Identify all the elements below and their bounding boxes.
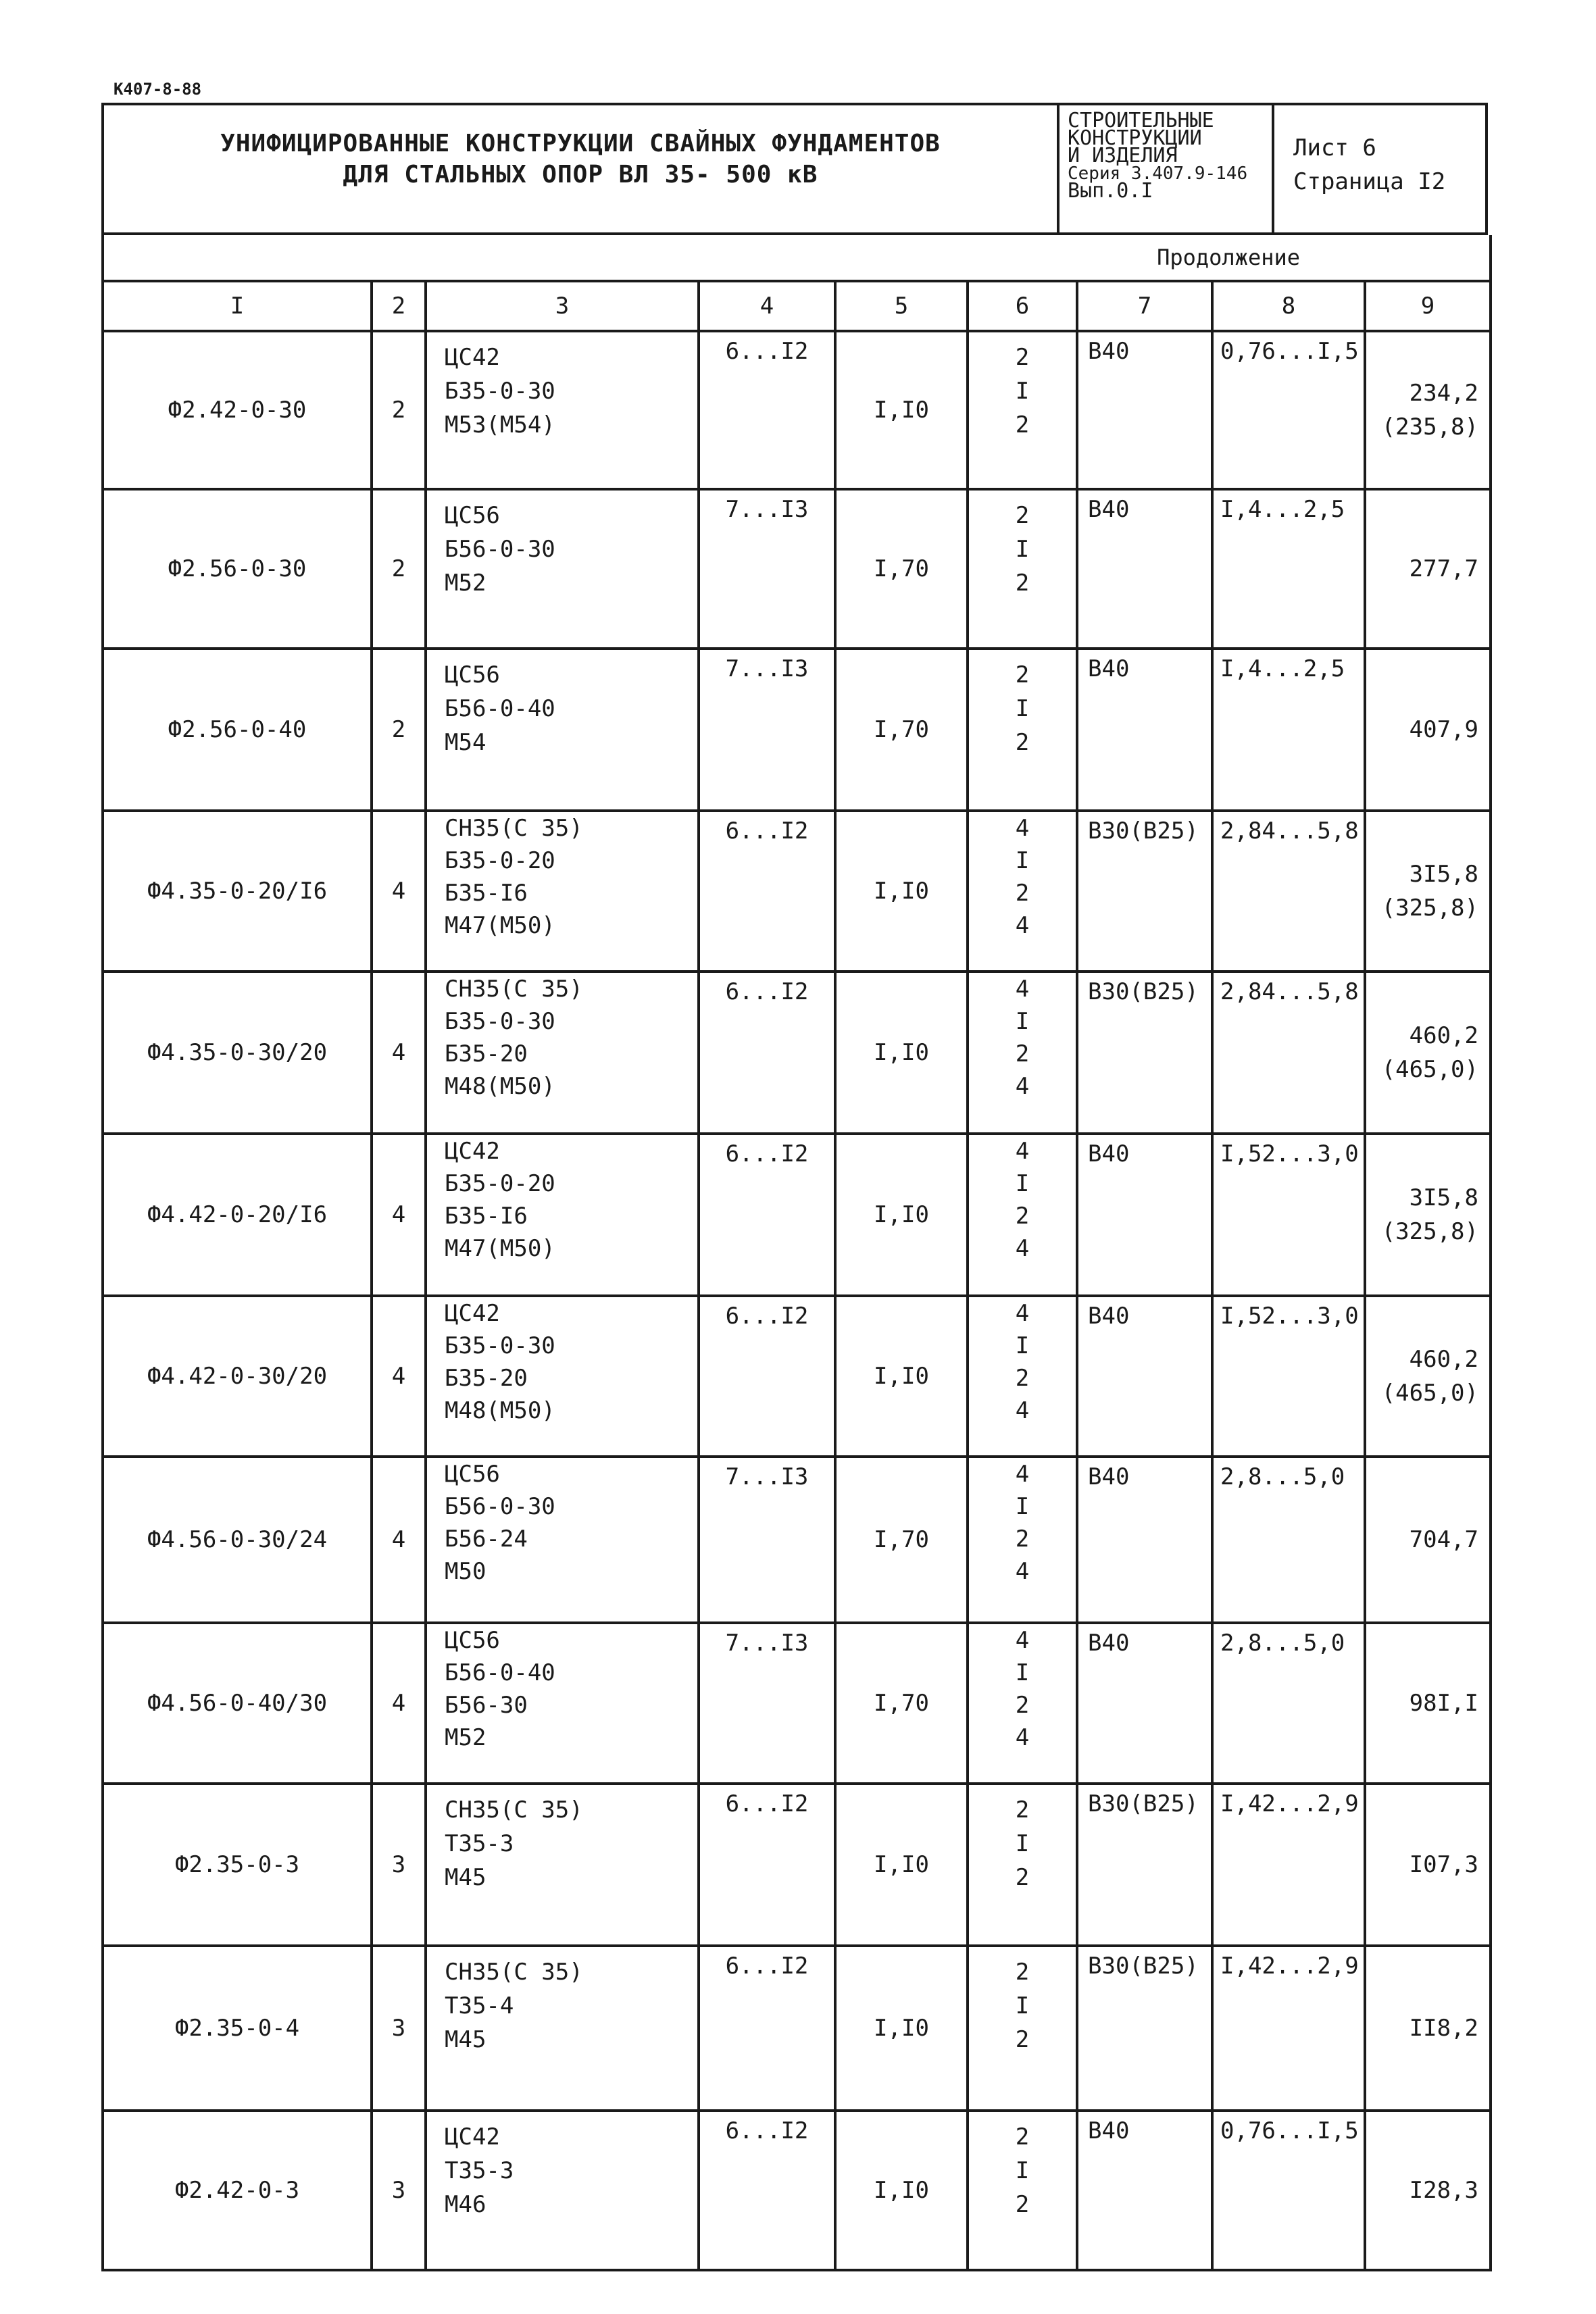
- component-item: ЦС42: [445, 344, 500, 371]
- quantity-item: 2: [1015, 1692, 1030, 1719]
- load-range: I,52...3,0: [1212, 1134, 1365, 1296]
- quantity-item: 2: [1015, 1526, 1030, 1553]
- column-header-3: 3: [426, 281, 699, 331]
- document-code: К407-8-88: [114, 80, 202, 99]
- range-value: 7...I3: [699, 1457, 835, 1623]
- quantity-cell: [968, 1623, 1077, 1784]
- table-row: [103, 972, 1491, 1134]
- quantity-item: 4: [1015, 976, 1030, 1003]
- element-count: 4: [372, 1134, 426, 1296]
- continuation-label: Продолжение: [103, 235, 1491, 281]
- length-value: I,I0: [835, 1134, 968, 1296]
- mass-cell: [1365, 1946, 1491, 2111]
- quantity-item: 2: [1015, 1959, 1030, 1986]
- quantity-cell: [968, 649, 1077, 811]
- component-item: ЦС56: [445, 502, 500, 529]
- component-item: СН35(С 35): [445, 976, 583, 1003]
- concrete-class: В30(В25): [1077, 1784, 1212, 1946]
- mass-value: 460,2: [1409, 1346, 1478, 1373]
- element-count: 3: [372, 1946, 426, 2111]
- mass-cell: [1365, 489, 1491, 649]
- load-range: I,52...3,0: [1212, 1296, 1365, 1457]
- range-value: 7...I3: [699, 649, 835, 811]
- component-item: Б35-20: [445, 1365, 528, 1392]
- range-value: 6...I2: [699, 1134, 835, 1296]
- element-count: 3: [372, 1784, 426, 1946]
- quantity-item: 4: [1015, 1073, 1030, 1100]
- foundation-mark: Ф2.42-0-30: [103, 331, 372, 489]
- element-count: 3: [372, 2111, 426, 2270]
- quantity-item: I: [1015, 2157, 1030, 2184]
- component-item: СН35(С 35): [445, 1959, 583, 1986]
- components-cell: [426, 1784, 699, 1946]
- series-line-3: И ИЗДЕЛИЯ: [1068, 144, 1178, 168]
- load-range: I,42...2,9: [1212, 1784, 1365, 1946]
- element-count: 4: [372, 972, 426, 1134]
- component-item: ЦС42: [445, 2123, 500, 2150]
- mass-value: 407,9: [1409, 716, 1478, 743]
- mass-cell: [1365, 1296, 1491, 1457]
- component-item: ЦС42: [445, 1138, 500, 1165]
- length-value: I,I0: [835, 2111, 968, 2270]
- component-item: Б56-0-30: [445, 536, 555, 563]
- length-value: I,I0: [835, 1784, 968, 1946]
- element-count: 2: [372, 489, 426, 649]
- quantity-item: 2: [1015, 502, 1030, 529]
- series-number: Серия 3.407.9-146: [1068, 164, 1248, 184]
- mass-value: I28,3: [1409, 2177, 1478, 2204]
- quantity-cell: [968, 1457, 1077, 1623]
- component-item: Б35-0-20: [445, 847, 555, 874]
- mass-value: I07,3: [1409, 1851, 1478, 1878]
- table-row: [103, 331, 1491, 489]
- quantity-item: I: [1015, 1493, 1030, 1520]
- components-cell: [426, 331, 699, 489]
- load-range: I,42...2,9: [1212, 1946, 1365, 2111]
- foundation-mark: Ф4.56-0-30/24: [103, 1457, 372, 1623]
- quantity-cell: [968, 1296, 1077, 1457]
- mass-cell: [1365, 649, 1491, 811]
- concrete-class: В30(В25): [1077, 1946, 1212, 2111]
- quantity-cell: [968, 1946, 1077, 2111]
- component-item: Б35-20: [445, 1040, 528, 1067]
- quantity-item: 4: [1015, 1300, 1030, 1327]
- component-item: М45: [445, 1864, 487, 1891]
- table-row: [103, 811, 1491, 972]
- range-value: 6...I2: [699, 972, 835, 1134]
- mass-cell: [1365, 1784, 1491, 1946]
- divider: [1272, 105, 1274, 232]
- series-line-2: КОНСТРУКЦИИ: [1068, 126, 1202, 150]
- component-item: Б35-0-30: [445, 1332, 555, 1359]
- concrete-class: В40: [1077, 331, 1212, 489]
- foundation-table: [101, 235, 1492, 2271]
- range-value: 6...I2: [699, 1296, 835, 1457]
- load-range: 0,76...I,5: [1212, 331, 1365, 489]
- quantity-item: I: [1015, 378, 1030, 405]
- range-value: 6...I2: [699, 1784, 835, 1946]
- series-info: [1068, 109, 1248, 203]
- quantity-item: I: [1015, 695, 1030, 722]
- quantity-item: 2: [1015, 2123, 1030, 2150]
- range-value: 6...I2: [699, 1946, 835, 2111]
- quantity-item: 4: [1015, 815, 1030, 842]
- component-item: Т35-4: [445, 1992, 514, 2019]
- component-item: М47(М50): [445, 912, 555, 939]
- quantity-item: 2: [1015, 2026, 1030, 2053]
- component-item: М52: [445, 1724, 487, 1751]
- quantity-item: I: [1015, 1830, 1030, 1857]
- component-item: ЦС56: [445, 661, 500, 688]
- foundation-mark: Ф4.42-0-20/I6: [103, 1134, 372, 1296]
- mass-value: 277,7: [1409, 555, 1478, 582]
- foundation-mark: Ф4.56-0-40/30: [103, 1623, 372, 1784]
- quantity-cell: [968, 331, 1077, 489]
- table-row: [103, 1946, 1491, 2111]
- components-cell: [426, 1134, 699, 1296]
- component-item: М48(М50): [445, 1073, 555, 1100]
- table-row: [103, 489, 1491, 649]
- column-header-6: 6: [968, 281, 1077, 331]
- mass-value: 98I,I: [1409, 1690, 1478, 1717]
- component-item: ЦС56: [445, 1627, 500, 1654]
- mass-cell: [1365, 2111, 1491, 2270]
- column-header-7: 7: [1077, 281, 1212, 331]
- concrete-class: В30(В25): [1077, 811, 1212, 972]
- column-number-row: [103, 281, 1491, 331]
- component-item: ЦС56: [445, 1461, 500, 1488]
- series-line-1: СТРОИТЕЛЬНЫЕ: [1068, 109, 1214, 132]
- components-cell: [426, 972, 699, 1134]
- foundation-mark: Ф4.35-0-30/20: [103, 972, 372, 1134]
- document-title: [104, 128, 1057, 191]
- column-header-4: 4: [699, 281, 835, 331]
- quantity-item: 2: [1015, 1796, 1030, 1823]
- mass-cell: [1365, 1134, 1491, 1296]
- quantity-cell: [968, 1134, 1077, 1296]
- components-cell: [426, 1296, 699, 1457]
- load-range: I,4...2,5: [1212, 649, 1365, 811]
- concrete-class: В40: [1077, 1457, 1212, 1623]
- concrete-class: В30(В25): [1077, 972, 1212, 1134]
- quantity-item: I: [1015, 1332, 1030, 1359]
- components-cell: [426, 1946, 699, 2111]
- component-item: Б56-24: [445, 1526, 528, 1553]
- mass-cell: [1365, 972, 1491, 1134]
- length-value: I,70: [835, 489, 968, 649]
- quantity-item: 4: [1015, 1461, 1030, 1488]
- quantity-item: 2: [1015, 1864, 1030, 1891]
- quantity-item: I: [1015, 1992, 1030, 2019]
- mass-value: (325,8): [1381, 1218, 1478, 1245]
- title-block: [101, 103, 1488, 235]
- title-line-1: УНИФИЦИРОВАННЫЕ КОНСТРУКЦИИ СВАЙНЫХ ФУНДАМЕНТОВ: [220, 130, 941, 157]
- element-count: 2: [372, 649, 426, 811]
- quantity-cell: [968, 489, 1077, 649]
- quantity-item: 4: [1015, 1724, 1030, 1751]
- quantity-item: 2: [1015, 1365, 1030, 1392]
- column-header-9: 9: [1365, 281, 1491, 331]
- mass-value: (465,0): [1381, 1380, 1478, 1407]
- foundation-mark: Ф2.56-0-40: [103, 649, 372, 811]
- mass-cell: [1365, 1623, 1491, 1784]
- load-range: 0,76...I,5: [1212, 2111, 1365, 2270]
- element-count: 4: [372, 1457, 426, 1623]
- components-cell: [426, 811, 699, 972]
- quantity-item: I: [1015, 1008, 1030, 1035]
- range-value: 6...I2: [699, 811, 835, 972]
- quantity-item: I: [1015, 847, 1030, 874]
- quantity-item: 2: [1015, 570, 1030, 597]
- component-item: СН35(С 35): [445, 815, 583, 842]
- quantity-item: 4: [1015, 1235, 1030, 1262]
- quantity-item: I: [1015, 1659, 1030, 1686]
- components-cell: [426, 1457, 699, 1623]
- length-value: I,I0: [835, 1296, 968, 1457]
- element-count: 2: [372, 331, 426, 489]
- concrete-class: В40: [1077, 649, 1212, 811]
- foundation-mark: Ф2.42-0-3: [103, 2111, 372, 2270]
- quantity-cell: [968, 972, 1077, 1134]
- component-item: Б56-0-40: [445, 695, 555, 722]
- quantity-item: 2: [1015, 1040, 1030, 1067]
- mass-value: (465,0): [1381, 1056, 1478, 1083]
- component-item: Б56-0-30: [445, 1493, 555, 1520]
- component-item: Б35-0-20: [445, 1170, 555, 1197]
- page-number: Страница I2: [1293, 168, 1446, 195]
- load-range: 2,84...5,8: [1212, 972, 1365, 1134]
- sheet-number: Лист 6: [1293, 134, 1376, 161]
- element-count: 4: [372, 1623, 426, 1784]
- component-item: М46: [445, 2191, 487, 2218]
- length-value: I,I0: [835, 972, 968, 1134]
- quantity-item: 4: [1015, 912, 1030, 939]
- mass-cell: [1365, 1457, 1491, 1623]
- table-row: [103, 1296, 1491, 1457]
- foundation-mark: Ф4.35-0-20/I6: [103, 811, 372, 972]
- issue-number: Вып.0.I: [1068, 179, 1153, 203]
- concrete-class: В40: [1077, 1296, 1212, 1457]
- component-item: Б35-I6: [445, 1203, 528, 1230]
- component-item: Б35-0-30: [445, 1008, 555, 1035]
- component-item: Т35-3: [445, 2157, 514, 2184]
- component-item: М45: [445, 2026, 487, 2053]
- component-item: СН35(С 35): [445, 1796, 583, 1823]
- concrete-class: В40: [1077, 1134, 1212, 1296]
- component-item: Б56-0-40: [445, 1659, 555, 1686]
- length-value: I,70: [835, 1623, 968, 1784]
- component-item: Б56-30: [445, 1692, 528, 1719]
- foundation-mark: Ф2.35-0-3: [103, 1784, 372, 1946]
- length-value: I,I0: [835, 811, 968, 972]
- column-header-5: 5: [835, 281, 968, 331]
- quantity-item: I: [1015, 1170, 1030, 1197]
- length-value: I,I0: [835, 1946, 968, 2111]
- quantity-cell: [968, 1784, 1077, 1946]
- quantity-cell: [968, 2111, 1077, 2270]
- mass-value: 3I5,8: [1409, 1184, 1478, 1211]
- table-row: [103, 2111, 1491, 2270]
- range-value: 6...I2: [699, 2111, 835, 2270]
- quantity-item: 2: [1015, 661, 1030, 688]
- concrete-class: В40: [1077, 1623, 1212, 1784]
- quantity-item: 4: [1015, 1138, 1030, 1165]
- component-item: Б35-I6: [445, 880, 528, 907]
- quantity-item: 2: [1015, 1203, 1030, 1230]
- foundation-mark: Ф2.35-0-4: [103, 1946, 372, 2111]
- components-cell: [426, 2111, 699, 2270]
- divider: [1057, 105, 1059, 232]
- load-range: 2,8...5,0: [1212, 1457, 1365, 1623]
- component-item: Т35-3: [445, 1830, 514, 1857]
- table-row: [103, 1457, 1491, 1623]
- mass-value: 3I5,8: [1409, 861, 1478, 888]
- title-line-2: ДЛЯ СТАЛЬНЫХ ОПОР ВЛ 35- 500 кВ: [343, 161, 818, 188]
- length-value: I,I0: [835, 331, 968, 489]
- concrete-class: В40: [1077, 489, 1212, 649]
- mass-cell: [1365, 331, 1491, 489]
- foundation-table-wrapper: [101, 235, 1492, 2271]
- length-value: I,70: [835, 649, 968, 811]
- component-item: М54: [445, 729, 487, 756]
- quantity-item: 2: [1015, 411, 1030, 438]
- components-cell: [426, 1623, 699, 1784]
- column-header-2: 2: [372, 281, 426, 331]
- component-item: М48(М50): [445, 1397, 555, 1424]
- quantity-cell: [968, 811, 1077, 972]
- load-range: 2,84...5,8: [1212, 811, 1365, 972]
- component-item: М47(М50): [445, 1235, 555, 1262]
- length-value: I,70: [835, 1457, 968, 1623]
- component-item: Б35-0-30: [445, 378, 555, 405]
- mass-cell: [1365, 811, 1491, 972]
- quantity-item: I: [1015, 536, 1030, 563]
- mass-value: (235,8): [1381, 413, 1478, 441]
- mass-value: (325,8): [1381, 895, 1478, 922]
- concrete-class: В40: [1077, 2111, 1212, 2270]
- mass-value: 234,2: [1409, 380, 1478, 407]
- mass-value: II8,2: [1409, 2015, 1478, 2042]
- quantity-item: 4: [1015, 1627, 1030, 1654]
- range-value: 6...I2: [699, 331, 835, 489]
- components-cell: [426, 489, 699, 649]
- components-cell: [426, 649, 699, 811]
- range-value: 7...I3: [699, 1623, 835, 1784]
- table-row: [103, 1134, 1491, 1296]
- sheet-info: [1293, 131, 1445, 199]
- component-item: М53(М54): [445, 411, 555, 438]
- quantity-item: 2: [1015, 2191, 1030, 2218]
- component-item: М52: [445, 570, 487, 597]
- table-row: [103, 649, 1491, 811]
- table-row: [103, 1784, 1491, 1946]
- column-header-8: 8: [1212, 281, 1365, 331]
- element-count: 4: [372, 1296, 426, 1457]
- load-range: I,4...2,5: [1212, 489, 1365, 649]
- component-item: М50: [445, 1558, 487, 1585]
- component-item: ЦС42: [445, 1300, 500, 1327]
- quantity-item: 4: [1015, 1397, 1030, 1424]
- table-row: [103, 1623, 1491, 1784]
- load-range: 2,8...5,0: [1212, 1623, 1365, 1784]
- foundation-mark: Ф4.42-0-30/20: [103, 1296, 372, 1457]
- quantity-item: 4: [1015, 1558, 1030, 1585]
- mass-value: 704,7: [1409, 1526, 1478, 1553]
- mass-value: 460,2: [1409, 1022, 1478, 1049]
- quantity-item: 2: [1015, 344, 1030, 371]
- range-value: 7...I3: [699, 489, 835, 649]
- quantity-item: 2: [1015, 729, 1030, 756]
- quantity-item: 2: [1015, 880, 1030, 907]
- element-count: 4: [372, 811, 426, 972]
- foundation-mark: Ф2.56-0-30: [103, 489, 372, 649]
- column-header-1: I: [103, 281, 372, 331]
